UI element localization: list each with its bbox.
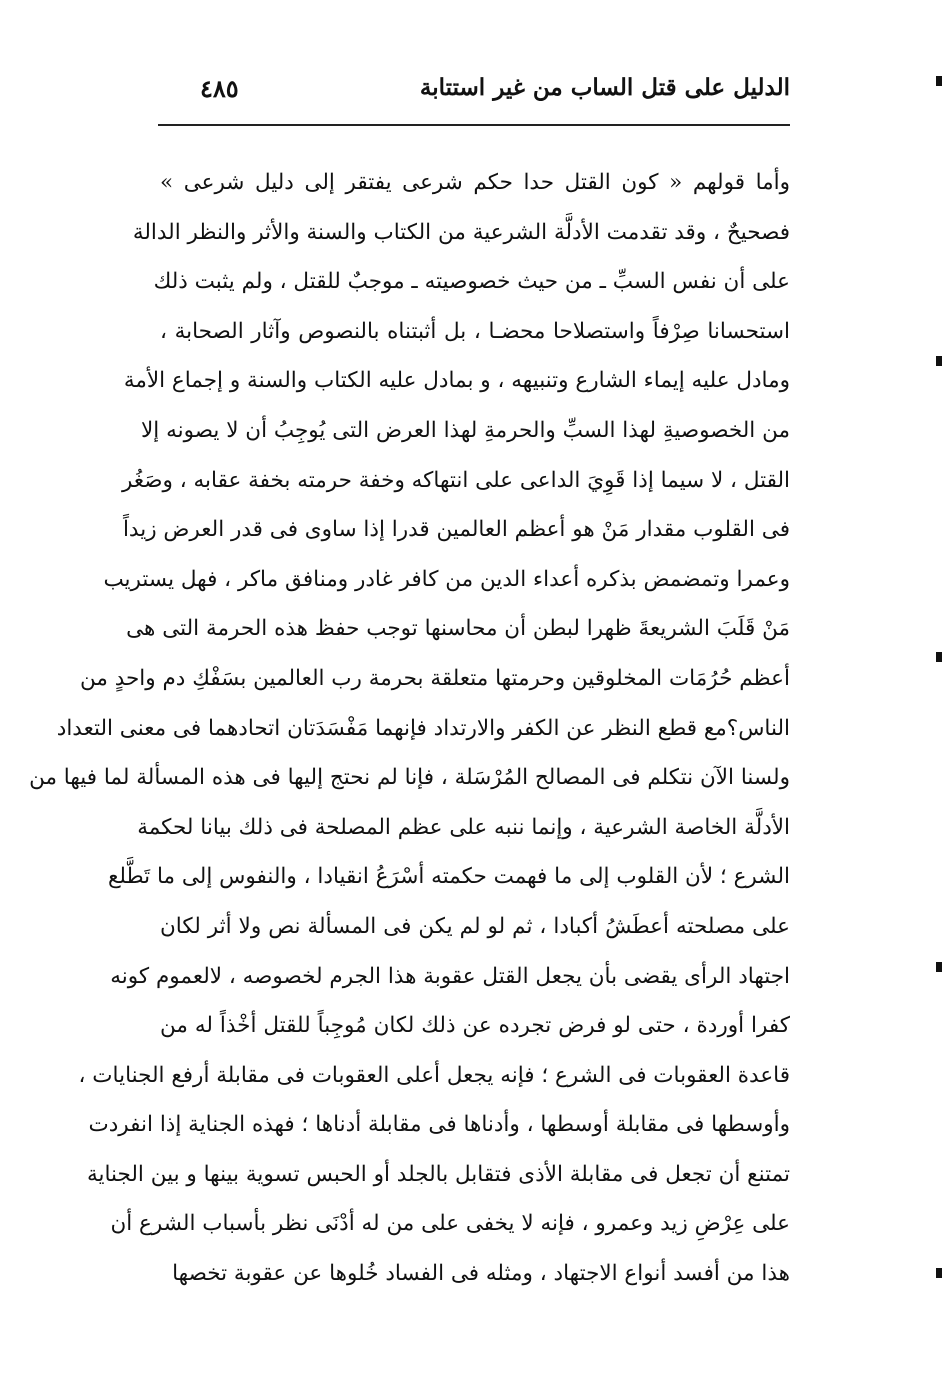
text-line-7: القتل ، لا سيما إذا قَوِيَ الداعى على انتهاكه وخفة حرمته بخفة عقابه ، وصَغُر — [122, 467, 790, 493]
text-line-5: ومادل عليه إيماء الشارع وتنبيهه ، و بمادل عليه الكتاب والسنة و إجماع الأمة — [123, 368, 790, 394]
text-line-17: اجتهاد الرأى يقضى بأن يجعل القتل عقوبة هذا الجرم لخصوصه ، لالعموم كونه — [110, 963, 790, 989]
text-line-12: الناس؟مع قطع النظر عن الكفر والارتداد فإنهما مَفْسَدَتان اتحادهما فى معنى التعداد — [56, 715, 790, 741]
text-line-21: تمتنع أن تجعل فى مقابلة الأذى فتقابل بالجلد أو الحبس تسوية بينها و بين الجناية — [86, 1161, 790, 1187]
body-text — [29, 158, 790, 1299]
header-rule — [158, 124, 790, 126]
text-line-3: على أن نفس السبِّ ـ من حيث خصوصيته ـ موجبٌ للقتل ، ولم يثبت ذلك — [153, 269, 790, 295]
scan-edge-mark — [936, 76, 942, 86]
text-line-22: على عِرْضِ زيد وعمرو ، فإنه لا يخفى على من له أدْنَى نظر بأسباب الشرع أن — [110, 1211, 790, 1237]
text-line-4: استحسانا صِرْفاً واستصلاحا محضـا ، بل أثبتناه بالنصوص وآثار الصحابة ، — [160, 318, 790, 344]
text-line-6: من الخصوصيةِ لهذا السبِّ والحرمةِ لهذا العرض التى يُوجِبُ أن لا يصونه إلا — [141, 417, 790, 443]
scan-edge-mark — [936, 652, 942, 662]
text-line-15: الشرع ؛ لأن القلوب إلى ما فهمت حكمته أسْرَعُ انقيادا ، والنفوس إلى ما تَطَّلع — [107, 864, 790, 890]
text-line-16: على مصلحته أعطَشُ أكبادا ، ثم لو لم يكن فى المسألة نص ولا أثر لكان — [160, 913, 790, 939]
text-line-2: فصحيحٌ ، وقد تقدمت الأدلَّة الشرعية من الكتاب والسنة والأثر والنظر الدالة — [132, 219, 790, 245]
page-header — [160, 74, 790, 118]
text-line-20: وأوسطها فى مقابلة أوسطها ، وأدناها فى مقابلة أدناها ؛ فهذه الجناية إذا انفردت — [88, 1112, 790, 1138]
text-line-8: فى القلوب مقدار مَنْ هو أعظم العالمين قدرا إذا ساوى فى قدر العرض زيداً — [122, 517, 790, 543]
text-line-9: وعمرا وتمضمض بذكره أعداء الدين من كافر غادر ومنافق ماكر ، فهل يستريب — [103, 566, 790, 592]
text-line-1: وأما قولهم « كون القتل حدا حكم شرعى يفتقر إلى دليل شرعى » — [160, 170, 790, 195]
text-line-19: قاعدة العقوبات فى الشرع ؛ فإنه يجعل أعلى العقوبات فى مقابلة أرفع الجنايات ، — [78, 1062, 790, 1088]
scan-edge-mark — [936, 962, 942, 972]
text-line-23: هذا من أفسد أنواع الاجتهاد ، ومثله فى الفساد خُلوها عن عقوبة تخصها — [172, 1261, 790, 1287]
text-line-11: أعظم حُرُمَات المخلوقين وحرمتها متعلقة بحرمة رب العالمين بسَفْكِ دم واحدٍ من — [79, 665, 790, 691]
running-title: الدليل على قتل الساب من غير استتابة — [419, 74, 790, 101]
text-line-13: ولسنا الآن نتكلم فى المصالح المُرْسَلة ، فإنا لم نحتج إليها فى هذه المسألة لما فيها من — [29, 765, 790, 791]
text-line-10: مَنْ قَلَبَ الشريعةَ ظهرا لبطن أن محاسنها توجب حفظ هذه الحرمة التى هى — [126, 616, 790, 642]
page-number: ٤٨٥ — [200, 74, 239, 103]
text-line-18: كفرا أوردة ، حتى لو فرض تجرده عن ذلك لكان مُوجِباً للقتل أخْذاً له من — [160, 1013, 790, 1039]
scan-edge-mark — [936, 1268, 942, 1278]
scan-edge-mark — [936, 356, 942, 366]
text-line-14: الأدلَّة الخاصة الشرعية ، وإنما ننبه على عظم المصلحة فى ذلك بيانا لحكمة — [137, 814, 790, 840]
